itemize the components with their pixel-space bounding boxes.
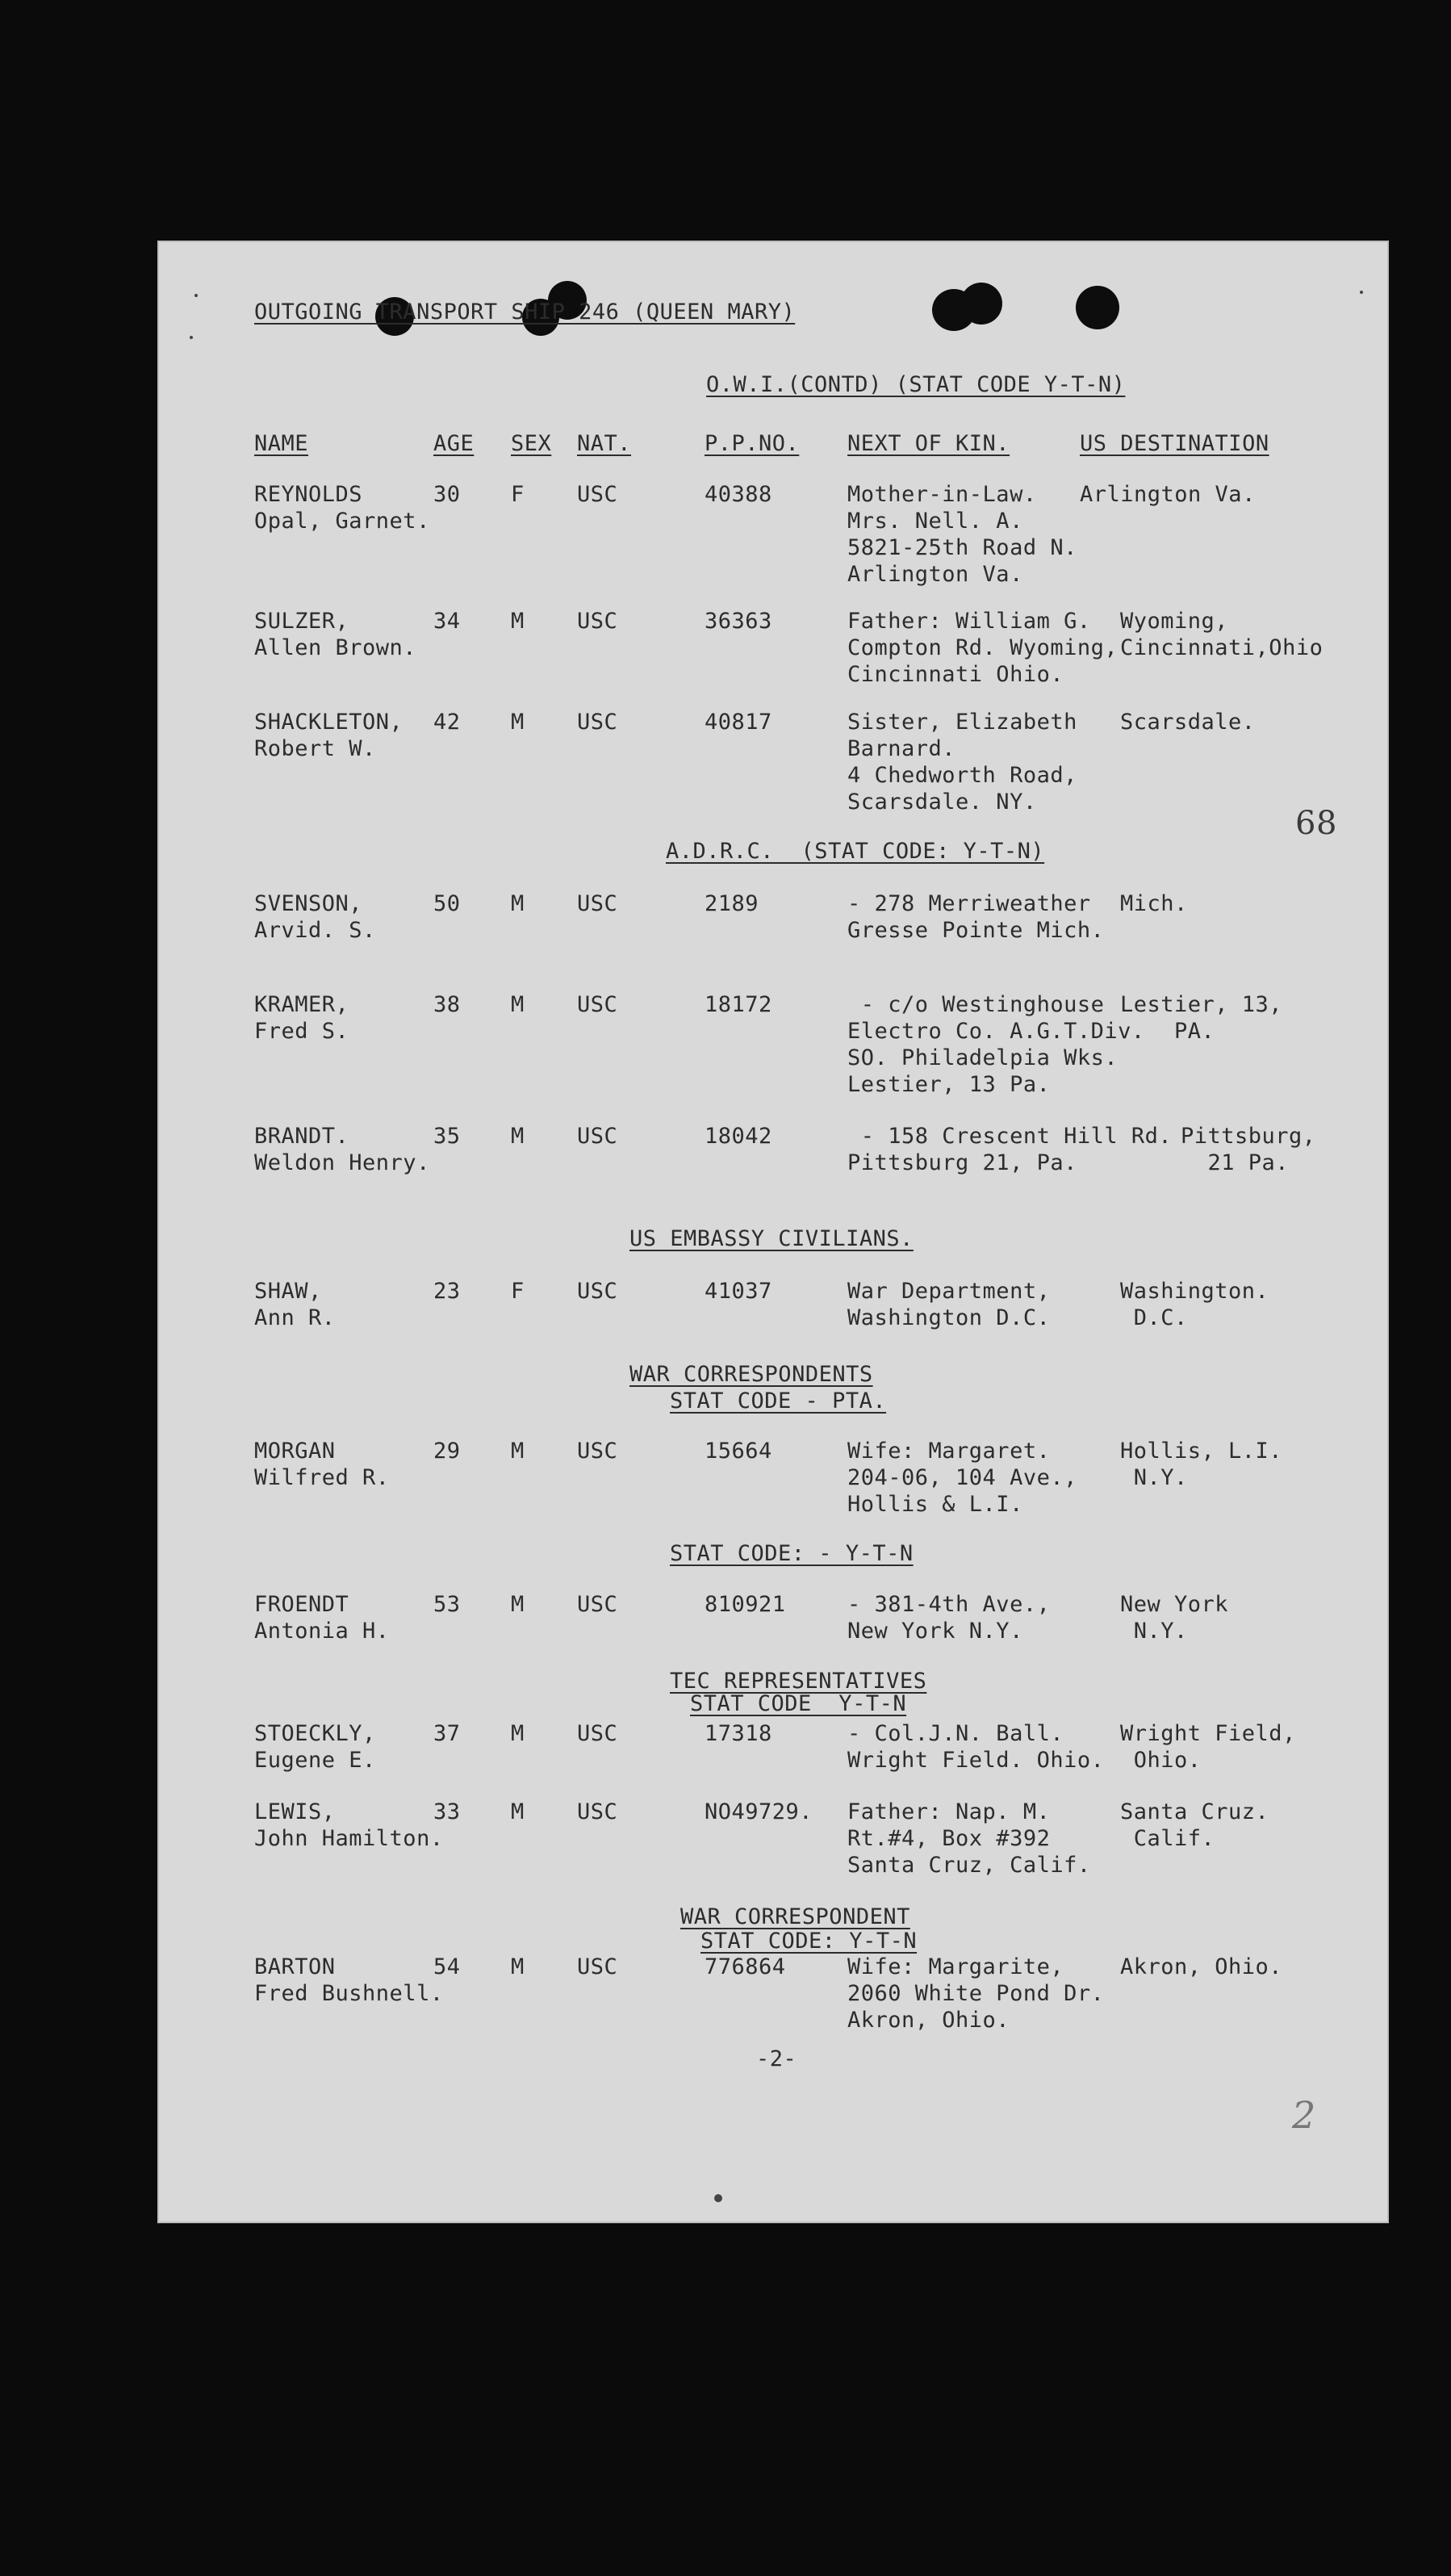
next-of-kin-line: Washington D.C. xyxy=(847,1305,1051,1330)
passport-number: 18042 xyxy=(705,1124,772,1149)
punch-hole xyxy=(1076,286,1119,329)
next-of-kin-line: War Department, xyxy=(847,1279,1051,1304)
section-subheading: STAT CODE: Y-T-N xyxy=(700,1929,918,1954)
passenger-nationality: USC xyxy=(577,609,618,634)
passenger-sex: M xyxy=(511,891,525,916)
passenger-sex: M xyxy=(511,1799,525,1824)
passenger-surname: BRANDT. xyxy=(254,1124,349,1149)
passenger-given-name: Fred Bushnell. xyxy=(254,1981,444,2006)
next-of-kin-line: 2060 White Pond Dr. xyxy=(847,1981,1105,2006)
passenger-given-name: Antonia H. xyxy=(254,1619,390,1644)
next-of-kin-line: Scarsdale. NY. xyxy=(847,790,1037,815)
passport-number: 17318 xyxy=(705,1721,772,1746)
next-of-kin-line: Wife: Margaret. xyxy=(847,1439,1051,1464)
next-of-kin-line: - 278 Merriweather xyxy=(847,891,1091,916)
next-of-kin-line: Wright Field. Ohio. xyxy=(847,1748,1105,1773)
passport-number: 776864 xyxy=(705,1954,786,1979)
passenger-age: 35 xyxy=(433,1124,461,1149)
passenger-sex: M xyxy=(511,1439,525,1464)
passenger-nationality: USC xyxy=(577,992,618,1017)
destination-line: Washington. xyxy=(1120,1279,1269,1304)
handwritten-page-number: 2 xyxy=(1292,2093,1316,2137)
passenger-nationality: USC xyxy=(577,482,618,507)
punch-hole xyxy=(960,283,1002,325)
passport-number: 40817 xyxy=(705,710,772,735)
destination-line: Arlington Va. xyxy=(1080,482,1256,507)
next-of-kin-line: Electro Co. A.G.T.Div. xyxy=(847,1019,1145,1044)
passenger-age: 42 xyxy=(433,710,461,735)
passenger-age: 34 xyxy=(433,609,461,634)
passenger-surname: SHAW, xyxy=(254,1279,322,1304)
destination-line: Calif. xyxy=(1120,1826,1215,1851)
next-of-kin-line: Akron, Ohio. xyxy=(847,2008,1010,2033)
passenger-surname: SHACKLETON, xyxy=(254,710,404,735)
destination-line: Mich. xyxy=(1120,891,1188,916)
passport-number: 2189 xyxy=(705,891,759,916)
destination-line: Scarsdale. xyxy=(1120,710,1256,735)
passenger-surname: BARTON xyxy=(254,1954,336,1979)
passenger-nationality: USC xyxy=(577,1799,618,1824)
page-number: -2- xyxy=(756,2046,797,2071)
passenger-age: 53 xyxy=(433,1592,461,1617)
passenger-surname: MORGAN xyxy=(254,1439,336,1464)
passenger-age: 30 xyxy=(433,482,461,507)
destination-line: Hollis, L.I. xyxy=(1120,1439,1283,1464)
passenger-sex: F xyxy=(511,1279,525,1304)
passenger-given-name: Ann R. xyxy=(254,1305,336,1330)
passenger-given-name: Eugene E. xyxy=(254,1748,376,1773)
document-title: OUTGOING TRANSPORT SHIP 246 (QUEEN MARY) xyxy=(254,299,796,325)
passenger-age: 23 xyxy=(433,1279,461,1304)
next-of-kin-line: Pittsburg 21, Pa. xyxy=(847,1150,1077,1175)
next-of-kin-line: Cincinnati Ohio. xyxy=(847,662,1064,687)
passenger-nationality: USC xyxy=(577,891,618,916)
passport-number: 36363 xyxy=(705,609,772,634)
passport-number: 18172 xyxy=(705,992,772,1017)
passenger-age: 54 xyxy=(433,1954,461,1979)
passenger-sex: M xyxy=(511,609,525,634)
next-of-kin-line: Mother-in-Law. xyxy=(847,482,1037,507)
page-stamp-number: 68 xyxy=(1295,805,1337,842)
passenger-surname: SVENSON, xyxy=(254,891,363,916)
column-header-pp-no: P.P.NO. xyxy=(705,431,800,456)
passenger-nationality: USC xyxy=(577,1954,618,1979)
destination-line: Wright Field, xyxy=(1120,1721,1296,1746)
section-heading: TEC REPRESENTATIVES xyxy=(670,1669,927,1694)
column-header-destination: US DESTINATION xyxy=(1080,431,1269,456)
next-of-kin-line: Arlington Va. xyxy=(847,562,1023,587)
passenger-nationality: USC xyxy=(577,710,618,735)
passenger-nationality: USC xyxy=(577,1721,618,1746)
passenger-sex: M xyxy=(511,1592,525,1617)
next-of-kin-line: 204-06, 104 Ave., xyxy=(847,1465,1077,1490)
passport-number: 41037 xyxy=(705,1279,772,1304)
destination-line: Wyoming, xyxy=(1120,609,1229,634)
destination-line: Cincinnati,Ohio xyxy=(1120,635,1323,660)
passenger-given-name: John Hamilton. xyxy=(254,1826,444,1851)
passenger-nationality: USC xyxy=(577,1279,618,1304)
passenger-given-name: Allen Brown. xyxy=(254,635,417,660)
next-of-kin-line: 4 Chedworth Road, xyxy=(847,763,1077,788)
destination-line: 21 Pa. xyxy=(1181,1150,1290,1175)
next-of-kin-line: Mrs. Nell. A. xyxy=(847,509,1023,534)
passenger-sex: M xyxy=(511,1124,525,1149)
passenger-given-name: Weldon Henry. xyxy=(254,1150,430,1175)
next-of-kin-line: - c/o Westinghouse xyxy=(847,992,1105,1017)
destination-line: N.Y. xyxy=(1120,1465,1188,1490)
next-of-kin-line: Santa Cruz, Calif. xyxy=(847,1853,1091,1878)
passenger-nationality: USC xyxy=(577,1124,618,1149)
destination-line: D.C. xyxy=(1120,1305,1188,1330)
next-of-kin-line: Father: William G. xyxy=(847,609,1091,634)
passport-number: 15664 xyxy=(705,1439,772,1464)
passenger-age: 50 xyxy=(433,891,461,916)
passenger-nationality: USC xyxy=(577,1439,618,1464)
passenger-age: 38 xyxy=(433,992,461,1017)
passenger-nationality: USC xyxy=(577,1592,618,1617)
passenger-surname: SULZER, xyxy=(254,609,349,634)
section-subheading: STAT CODE - PTA. xyxy=(670,1389,887,1414)
section-heading: WAR CORRESPONDENTS xyxy=(629,1362,873,1387)
passenger-given-name: Opal, Garnet. xyxy=(254,509,430,534)
next-of-kin-line: New York N.Y. xyxy=(847,1619,1023,1644)
passenger-surname: KRAMER, xyxy=(254,992,349,1017)
section-heading: US EMBASSY CIVILIANS. xyxy=(629,1226,914,1251)
column-header-name: NAME xyxy=(254,431,309,456)
section-heading: STAT CODE: - Y-T-N xyxy=(670,1541,914,1566)
passenger-surname: REYNOLDS xyxy=(254,482,363,507)
destination-line: Akron, Ohio. xyxy=(1120,1954,1283,1979)
column-header-next-of-kin: NEXT OF KIN. xyxy=(847,431,1010,456)
next-of-kin-line: 5821-25th Road N. xyxy=(847,535,1077,560)
passenger-surname: LEWIS, xyxy=(254,1799,336,1824)
passenger-given-name: Robert W. xyxy=(254,736,376,761)
next-of-kin-line: Rt.#4, Box #392 xyxy=(847,1826,1051,1851)
passenger-given-name: Wilfred R. xyxy=(254,1465,390,1490)
section-subheading: STAT CODE Y-T-N xyxy=(690,1691,907,1716)
passport-number: 810921 xyxy=(705,1592,786,1617)
passenger-surname: STOECKLY, xyxy=(254,1721,376,1746)
section-heading: A.D.R.C. (STAT CODE: Y-T-N) xyxy=(666,839,1045,864)
passport-number: NO49729. xyxy=(705,1799,813,1824)
next-of-kin-line: Sister, Elizabeth xyxy=(847,710,1077,735)
destination-line: Pittsburg, xyxy=(1181,1124,1316,1149)
column-header-sex: SEX xyxy=(511,431,552,456)
section-heading: O.W.I.(CONTD) (STAT CODE Y-T-N) xyxy=(706,372,1126,397)
next-of-kin-line: Gresse Pointe Mich. xyxy=(847,918,1105,943)
passenger-sex: F xyxy=(511,482,525,507)
passenger-sex: M xyxy=(511,992,525,1017)
next-of-kin-line: Wife: Margarite, xyxy=(847,1954,1064,1979)
passenger-age: 29 xyxy=(433,1439,461,1464)
destination-line: PA. xyxy=(1120,1019,1215,1044)
passenger-given-name: Arvid. S. xyxy=(254,918,376,943)
passport-number: 40388 xyxy=(705,482,772,507)
destination-line: Santa Cruz. xyxy=(1120,1799,1269,1824)
column-header-nat: NAT. xyxy=(577,431,632,456)
passenger-given-name: Fred S. xyxy=(254,1019,349,1044)
next-of-kin-line: Compton Rd. Wyoming, xyxy=(847,635,1119,660)
next-of-kin-line: Lestier, 13 Pa. xyxy=(847,1072,1051,1097)
destination-line: N.Y. xyxy=(1120,1619,1188,1644)
next-of-kin-line: - 381-4th Ave., xyxy=(847,1592,1051,1617)
passenger-sex: M xyxy=(511,710,525,735)
next-of-kin-line: - Col.J.N. Ball. xyxy=(847,1721,1064,1746)
passenger-surname: FROENDT xyxy=(254,1592,349,1617)
next-of-kin-line: Hollis & L.I. xyxy=(847,1492,1023,1517)
destination-line: New York xyxy=(1120,1592,1229,1617)
passenger-age: 37 xyxy=(433,1721,461,1746)
passenger-sex: M xyxy=(511,1954,525,1979)
passenger-age: 33 xyxy=(433,1799,461,1824)
next-of-kin-line: SO. Philadelpia Wks. xyxy=(847,1045,1119,1070)
column-header-age: AGE xyxy=(433,431,475,456)
destination-line: Lestier, 13, xyxy=(1120,992,1283,1017)
next-of-kin-line: - 158 Crescent Hill Rd. xyxy=(847,1124,1173,1149)
next-of-kin-line: Father: Nap. M. xyxy=(847,1799,1051,1824)
section-heading: WAR CORRESPONDENT xyxy=(680,1904,910,1929)
passenger-sex: M xyxy=(511,1721,525,1746)
document-sheet xyxy=(157,241,1389,2223)
next-of-kin-line: Barnard. xyxy=(847,736,956,761)
destination-line: Ohio. xyxy=(1120,1748,1202,1773)
